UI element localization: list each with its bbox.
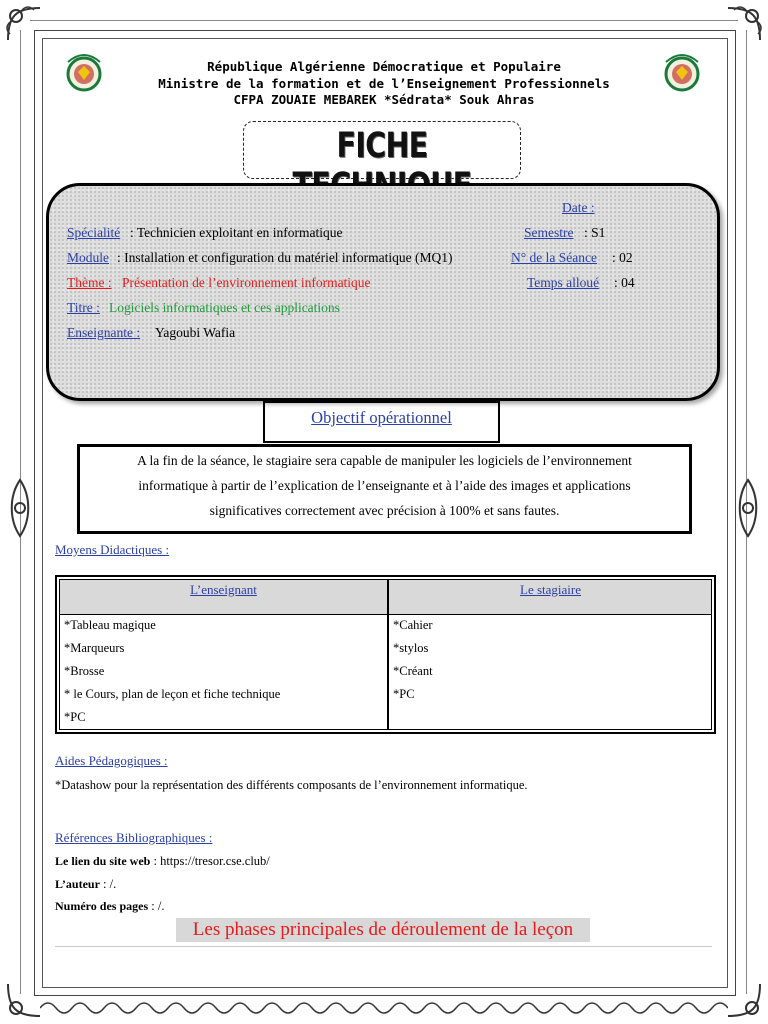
- objectif-heading: Objectif opérationnel: [311, 408, 452, 427]
- date-label: Date :: [562, 200, 595, 215]
- titre-value: Logiciels informatiques et ces applications: [109, 300, 340, 315]
- list-item: *PC: [393, 687, 415, 701]
- module-value: : Installation et configuration du matériel informatique (MQ1): [117, 250, 453, 265]
- moyens-table-header: [60, 580, 711, 615]
- enseignante-label: Enseignante :: [67, 325, 141, 340]
- reference-auteur-label: L’auteur: [55, 877, 100, 891]
- table-column-divider: [387, 580, 389, 729]
- references-heading: Références Bibliographiques :: [55, 830, 213, 845]
- temps-value: : 04: [614, 275, 635, 290]
- module-label: Module: [67, 250, 109, 265]
- aides-text: *Datashow pour la représentation des différents composants de l’environnement informatique.: [55, 778, 528, 792]
- seance-label: N° de la Séance: [511, 250, 597, 265]
- reference-pages-value: : /.: [151, 899, 165, 913]
- title-banner: [243, 121, 521, 179]
- theme-value: Présentation de l’environnement informatique: [122, 275, 371, 290]
- document-header: [0, 59, 768, 109]
- page-title: FICHE: [336, 126, 428, 166]
- col-header-stagiaire: Le stagiaire: [520, 582, 581, 597]
- side-ornament-icon: [735, 478, 761, 538]
- specialite-value: : Technicien exploitant en informatique: [130, 225, 343, 240]
- theme-label: Thème :: [67, 275, 112, 290]
- temps-label: Temps alloué: [527, 275, 600, 290]
- header-line-republic: République Algérienne Démocratique et Populaire: [207, 59, 561, 74]
- specialite-label: Spécialité: [67, 225, 121, 240]
- list-item: *Cahier: [393, 618, 433, 632]
- reference-site-value: : https://tresor.cse.club/: [153, 854, 270, 868]
- reference-site-label: Le lien du site web: [55, 854, 151, 868]
- moyens-table: [55, 575, 716, 734]
- seance-value: : 02: [612, 250, 633, 265]
- phases-title: Les phases principales de déroulement de la leçon: [176, 918, 590, 942]
- objectif-line: A la fin de la séance, le stagiaire sera capable de manipuler les logiciels de l’environnement: [137, 453, 632, 468]
- list-item: *PC: [64, 710, 86, 724]
- aides-heading: Aides Pédagogiques :: [55, 753, 168, 768]
- list-item: *stylos: [393, 641, 429, 655]
- list-item: *Brosse: [64, 664, 105, 678]
- list-item: * le Cours, plan de leçon et fiche technique: [64, 687, 281, 701]
- reference-auteur-value: : /.: [103, 877, 117, 891]
- col-header-enseignant: L’enseignant: [190, 582, 257, 597]
- list-item: *Créant: [393, 664, 433, 678]
- objectif-heading-box: [263, 401, 500, 443]
- bottom-ornament-icon: [40, 996, 728, 1020]
- reference-pages-row: [55, 899, 164, 914]
- semestre-label: Semestre: [524, 225, 574, 240]
- side-ornament-icon: [7, 478, 33, 538]
- top-border-rule: [30, 20, 738, 21]
- info-panel: [46, 183, 720, 401]
- header-line-ministry: Ministre de la formation et de l’Enseignement Professionnels: [158, 75, 610, 91]
- objectif-text-box: [77, 444, 692, 534]
- list-item: *Marqueurs: [64, 641, 125, 655]
- list-item: *Tableau magique: [64, 618, 156, 632]
- divider: [55, 946, 712, 947]
- corner-ornament-icon: [722, 978, 766, 1022]
- enseignante-value: Yagoubi Wafia: [155, 325, 236, 340]
- reference-auteur-row: [55, 877, 116, 892]
- titre-label: Titre :: [67, 300, 100, 315]
- semestre-value: : S1: [584, 225, 606, 240]
- objectif-line: informatique à partir de l’explication de l’enseignante et à l’aide des images et applications: [138, 478, 631, 493]
- corner-ornament-icon: [722, 2, 766, 46]
- corner-ornament-icon: [2, 2, 46, 46]
- moyens-heading: Moyens Didactiques :: [55, 542, 170, 557]
- header-line-center: CFPA ZOUAIE MEBAREK *Sédrata* Souk Ahras: [233, 92, 535, 107]
- objectif-line: significatives correctement avec précision à 100% et sans fautes.: [209, 503, 560, 518]
- reference-pages-label: Numéro des pages: [55, 899, 149, 913]
- reference-site-row: [55, 854, 270, 869]
